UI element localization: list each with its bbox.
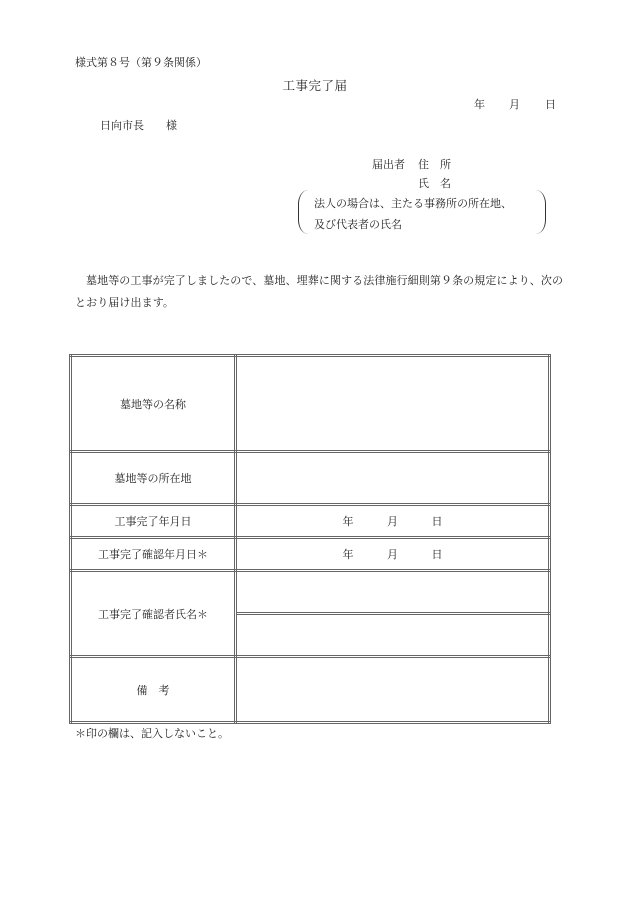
corporate-note-line1: 法人の場合は、主たる事務所の所在地、	[314, 197, 512, 210]
page-title: 工事完了届	[282, 78, 348, 93]
corporate-note-text	[314, 193, 512, 235]
name-label: 氏 名	[418, 177, 451, 190]
cemetery-location-field[interactable]	[236, 452, 550, 505]
completion-date-field[interactable]	[236, 505, 550, 538]
table-row	[71, 657, 550, 723]
table-row	[71, 538, 550, 571]
date-month-label: 月	[509, 98, 520, 111]
year-label: 年	[342, 548, 354, 561]
corporate-note-line2: 及び代表者の氏名	[314, 218, 402, 231]
day-label: 日	[431, 515, 443, 528]
row-label: 墓地等の名称	[71, 356, 236, 452]
left-bracket	[298, 190, 311, 234]
row-label: 工事完了年月日	[71, 505, 236, 538]
addressee: 日向市長 様	[100, 119, 177, 132]
corporate-note	[298, 190, 546, 236]
row-label: 備 考	[71, 657, 236, 723]
table-row	[71, 571, 550, 614]
row-label: 工事完了確認年月日＊	[71, 538, 236, 571]
confirmer-name-field-2[interactable]	[236, 614, 550, 657]
date-year-label: 年	[474, 98, 485, 111]
remarks-field[interactable]	[236, 657, 550, 723]
date-day-label: 日	[545, 98, 556, 111]
confirmation-date-field[interactable]	[236, 538, 550, 571]
body-text: 墓地等の工事が完了しましたので、墓地、埋葬に関する法律施行細則第９条の規定により、次のとおり届け出ます。	[75, 274, 564, 309]
notification-table	[69, 354, 551, 724]
month-label: 月	[387, 515, 398, 528]
confirmer-name-field-1[interactable]	[236, 571, 550, 614]
right-bracket	[533, 190, 546, 234]
table-row	[71, 356, 550, 452]
day-label: 日	[431, 548, 443, 561]
cemetery-name-field[interactable]	[236, 356, 550, 452]
row-label: 墓地等の所在地	[71, 452, 236, 505]
row-label: 工事完了確認者氏名＊	[71, 571, 236, 657]
form-number: 様式第８号（第９条関係）	[75, 56, 207, 69]
address-label: 住 所	[418, 158, 451, 171]
footnote: ＊印の欄は、記入しないこと。	[75, 727, 229, 740]
year-label: 年	[342, 515, 354, 528]
month-label: 月	[387, 548, 398, 561]
table-row	[71, 452, 550, 505]
table-row	[71, 505, 550, 538]
notifier-label: 届出者	[372, 158, 405, 171]
